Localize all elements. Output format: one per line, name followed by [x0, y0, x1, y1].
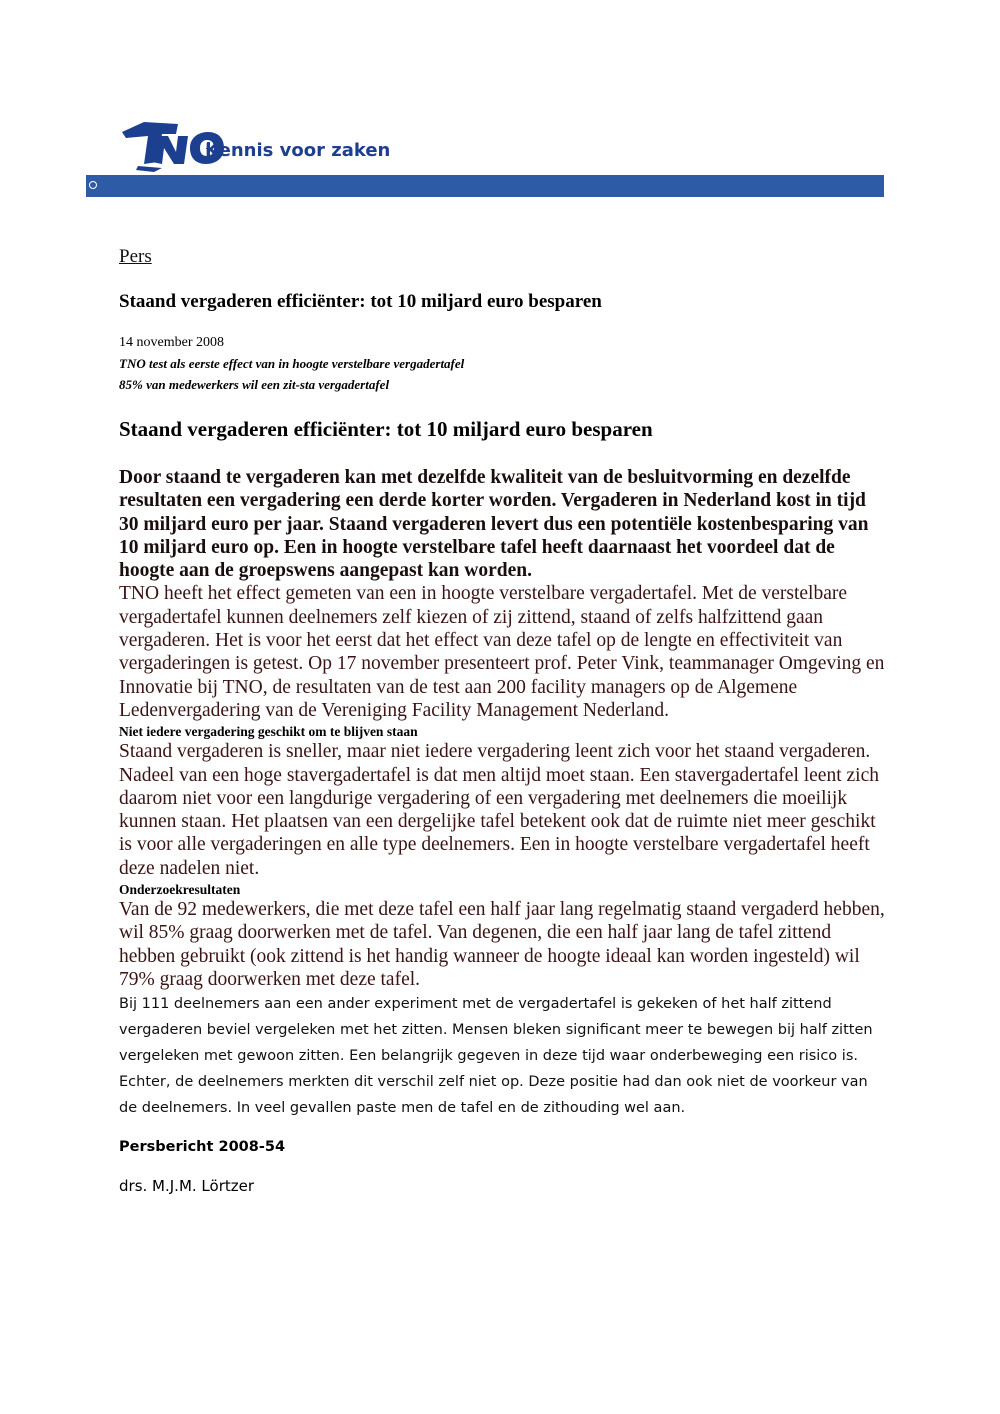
- article-title: Staand vergaderen efficiënter: tot 10 miljard euro besparen: [119, 291, 602, 312]
- divider: [194, 141, 196, 158]
- bullet-icon: [89, 181, 97, 189]
- subheading-1: Niet iedere vergadering geschikt om te blijven staan: [119, 724, 418, 740]
- article: [119, 244, 889, 1195]
- article-heading: Staand vergaderen efficiënter: tot 10 miljard euro besparen: [119, 417, 653, 441]
- paragraph-3: Van de 92 medewerkers, die met deze tafel een half jaar lang regelmatig staand vergaderd hebben, wil 85% graag doorwerken met de tafel. Van degenen, die een half jaar lang de tafel zittend hebben gebruikt (ook zittend is het handig wanneer de hoogte ideaal kan worden ingesteld) wil 79% graag doorwerken met deze tafel.: [119, 899, 885, 990]
- subtitle-1: TNO test als eerste effect van in hoogte verstelbare vergadertafel: [119, 356, 465, 371]
- contact-name: drs. M.J.M. Lörtzer: [119, 1177, 255, 1196]
- paragraph-1: TNO heeft het effect gemeten van een in hoogte verstelbare vergadertafel. Met de verstelbare vergadertafel kunnen deelnemers zelf kiezen of zij zittend, staand of zelfs halfzittend gaan vergaderen. Het is voor het eerst dat het effect van deze tafel op de lengte en effectiviteit van vergaderingen is getest. Op 17 november presenteert prof. Peter Vink, teammanager Omgeving en Innovatie bij TNO, de resultaten van de test aan 200 facility managers op de Algemene Ledenvergadering van de Vereniging Facility Management Nederland.: [119, 583, 885, 721]
- tagline-text: Kennis voor zaken: [205, 140, 391, 161]
- subheading-2: Onderzoekresultaten: [119, 882, 241, 898]
- press-number: Persbericht 2008-54: [119, 1139, 286, 1156]
- article-date: 14 november 2008: [119, 335, 224, 350]
- lead-paragraph: Door staand te vergaderen kan met dezelfde kwaliteit van de besluitvorming en dezelfde resultaten een vergadering een derde korter worden. Vergaderen in Nederland kost in tijd 30 miljard euro per jaar. Staand vergaderen levert dus een potentiële kostenbesparing van 10 miljard euro op. Een in hoogte verstelbare tafel heeft daarnaast het voordeel dat de hoogte aan de groepswens aangepast kan worden.: [119, 467, 869, 582]
- header-band: [86, 175, 884, 197]
- paragraph-2: Staand vergaderen is sneller, maar niet iedere vergadering leent zich voor het staand vergaderen. Nadeel van een hoge stavergadertafel is dat men altijd moet staan. Een stavergadertafel leent zich daarom niet voor een langdurige vergadering of een vergadering met deelnemers die moeilijk kunnen staan. Het plaatsen van een dergelijke tafel betekent ook dat de ruimte niet meer geschikt is voor alle vergaderingen en alle type deelnemers. Een in hoogte verstelbare vergadertafel heeft deze nadelen niet.: [119, 741, 879, 879]
- section-link-pers[interactable]: Pers: [119, 246, 152, 267]
- tagline: [194, 140, 390, 161]
- paragraph-4: Bij 111 deelnemers aan een ander experiment met de vergadertafel is gekeken of het half zittend vergaderen beviel vergeleken met het zitten. Mensen bleken significant meer te bewegen bij half zitten vergeleken met gewoon zitten. Een belangrijk gegeven in deze tijd waar onderbeweging een risico is. Echter, de deelnemers merkten dit verschil zelf niet op. Deze positie had dan ook niet de voorkeur van de deelnemers. In veel gevallen paste men de tafel en de zithouding wel aan.: [119, 996, 873, 1117]
- subtitle-2: 85% van medewerkers wil een zit-sta vergadertafel: [119, 377, 390, 392]
